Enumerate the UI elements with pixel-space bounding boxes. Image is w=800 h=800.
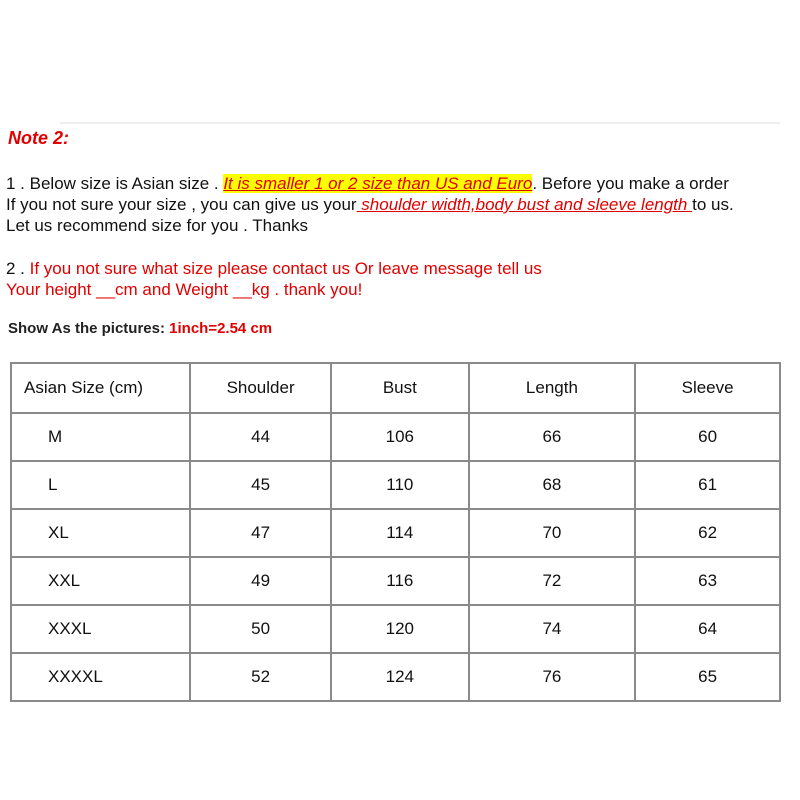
length-cell: 70 [469,509,636,557]
length-cell: 74 [469,605,636,653]
note-line-2 [6,194,734,215]
shoulder-cell: 44 [190,413,331,461]
header-shoulder: Shoulder [190,363,331,413]
note-line-5: Your height __cm and Weight __kg . thank you! [6,280,363,299]
bust-cell: 110 [331,461,469,509]
note-line-4-red: If you not sure what size please contact us Or leave message tell us [29,259,542,278]
shoulder-cell: 50 [190,605,331,653]
bust-cell: 124 [331,653,469,701]
sleeve-cell: 62 [635,509,780,557]
note-title: Note 2: [8,128,70,148]
note-line-3: Let us recommend size for you . Thanks [6,216,309,235]
table-row [11,509,780,557]
table-row [11,557,780,605]
shoulder-cell: 47 [190,509,331,557]
table-row [11,605,780,653]
table-row [11,461,780,509]
header-length: Length [469,363,636,413]
note-line-4 [6,258,542,279]
note-line-2-prefix: If you not sure your size , you can give us your [6,195,357,214]
size-cell: L [11,461,190,509]
bust-cell: 120 [331,605,469,653]
size-table [10,362,781,702]
bust-cell: 114 [331,509,469,557]
show-label: Show As the pictures: [8,320,170,337]
top-divider [60,122,780,124]
length-cell: 72 [469,557,636,605]
note-line-1-prefix: 1 . Below size is Asian size . [6,174,224,193]
size-cell: M [11,413,190,461]
header-bust: Bust [331,363,469,413]
note-line-1 [6,173,734,194]
table-header-row [11,363,780,413]
size-cell: XL [11,509,190,557]
inch-conversion: 1inch=2.54 cm [169,320,273,337]
sleeve-cell: 65 [635,653,780,701]
length-cell: 76 [469,653,636,701]
size-note-paragraph [6,173,734,236]
bust-cell: 106 [331,413,469,461]
note-line-2-suffix: to us. [692,195,734,214]
measurement-request: shoulder width,body bust and sleeve length [356,195,693,214]
size-cell: XXXXL [11,653,190,701]
bust-cell: 116 [331,557,469,605]
sleeve-cell: 64 [635,605,780,653]
table-row [11,653,780,701]
sleeve-cell: 61 [635,461,780,509]
sleeve-cell: 63 [635,557,780,605]
length-cell: 66 [469,413,636,461]
length-cell: 68 [469,461,636,509]
note-line-4-prefix: 2 . [6,259,30,278]
size-warning-highlight: It is smaller 1 or 2 size than US and Euro [223,174,533,193]
sleeve-cell: 60 [635,413,780,461]
note-line-1-suffix: . Before you make a order [532,174,729,193]
shoulder-cell: 45 [190,461,331,509]
size-cell: XXXL [11,605,190,653]
shoulder-cell: 49 [190,557,331,605]
size-cell: XXL [11,557,190,605]
table-row [11,413,780,461]
show-as-pictures-line [8,320,272,337]
header-asian-size: Asian Size (cm) [11,363,190,413]
header-sleeve: Sleeve [635,363,780,413]
shoulder-cell: 52 [190,653,331,701]
contact-note-paragraph [6,258,542,300]
